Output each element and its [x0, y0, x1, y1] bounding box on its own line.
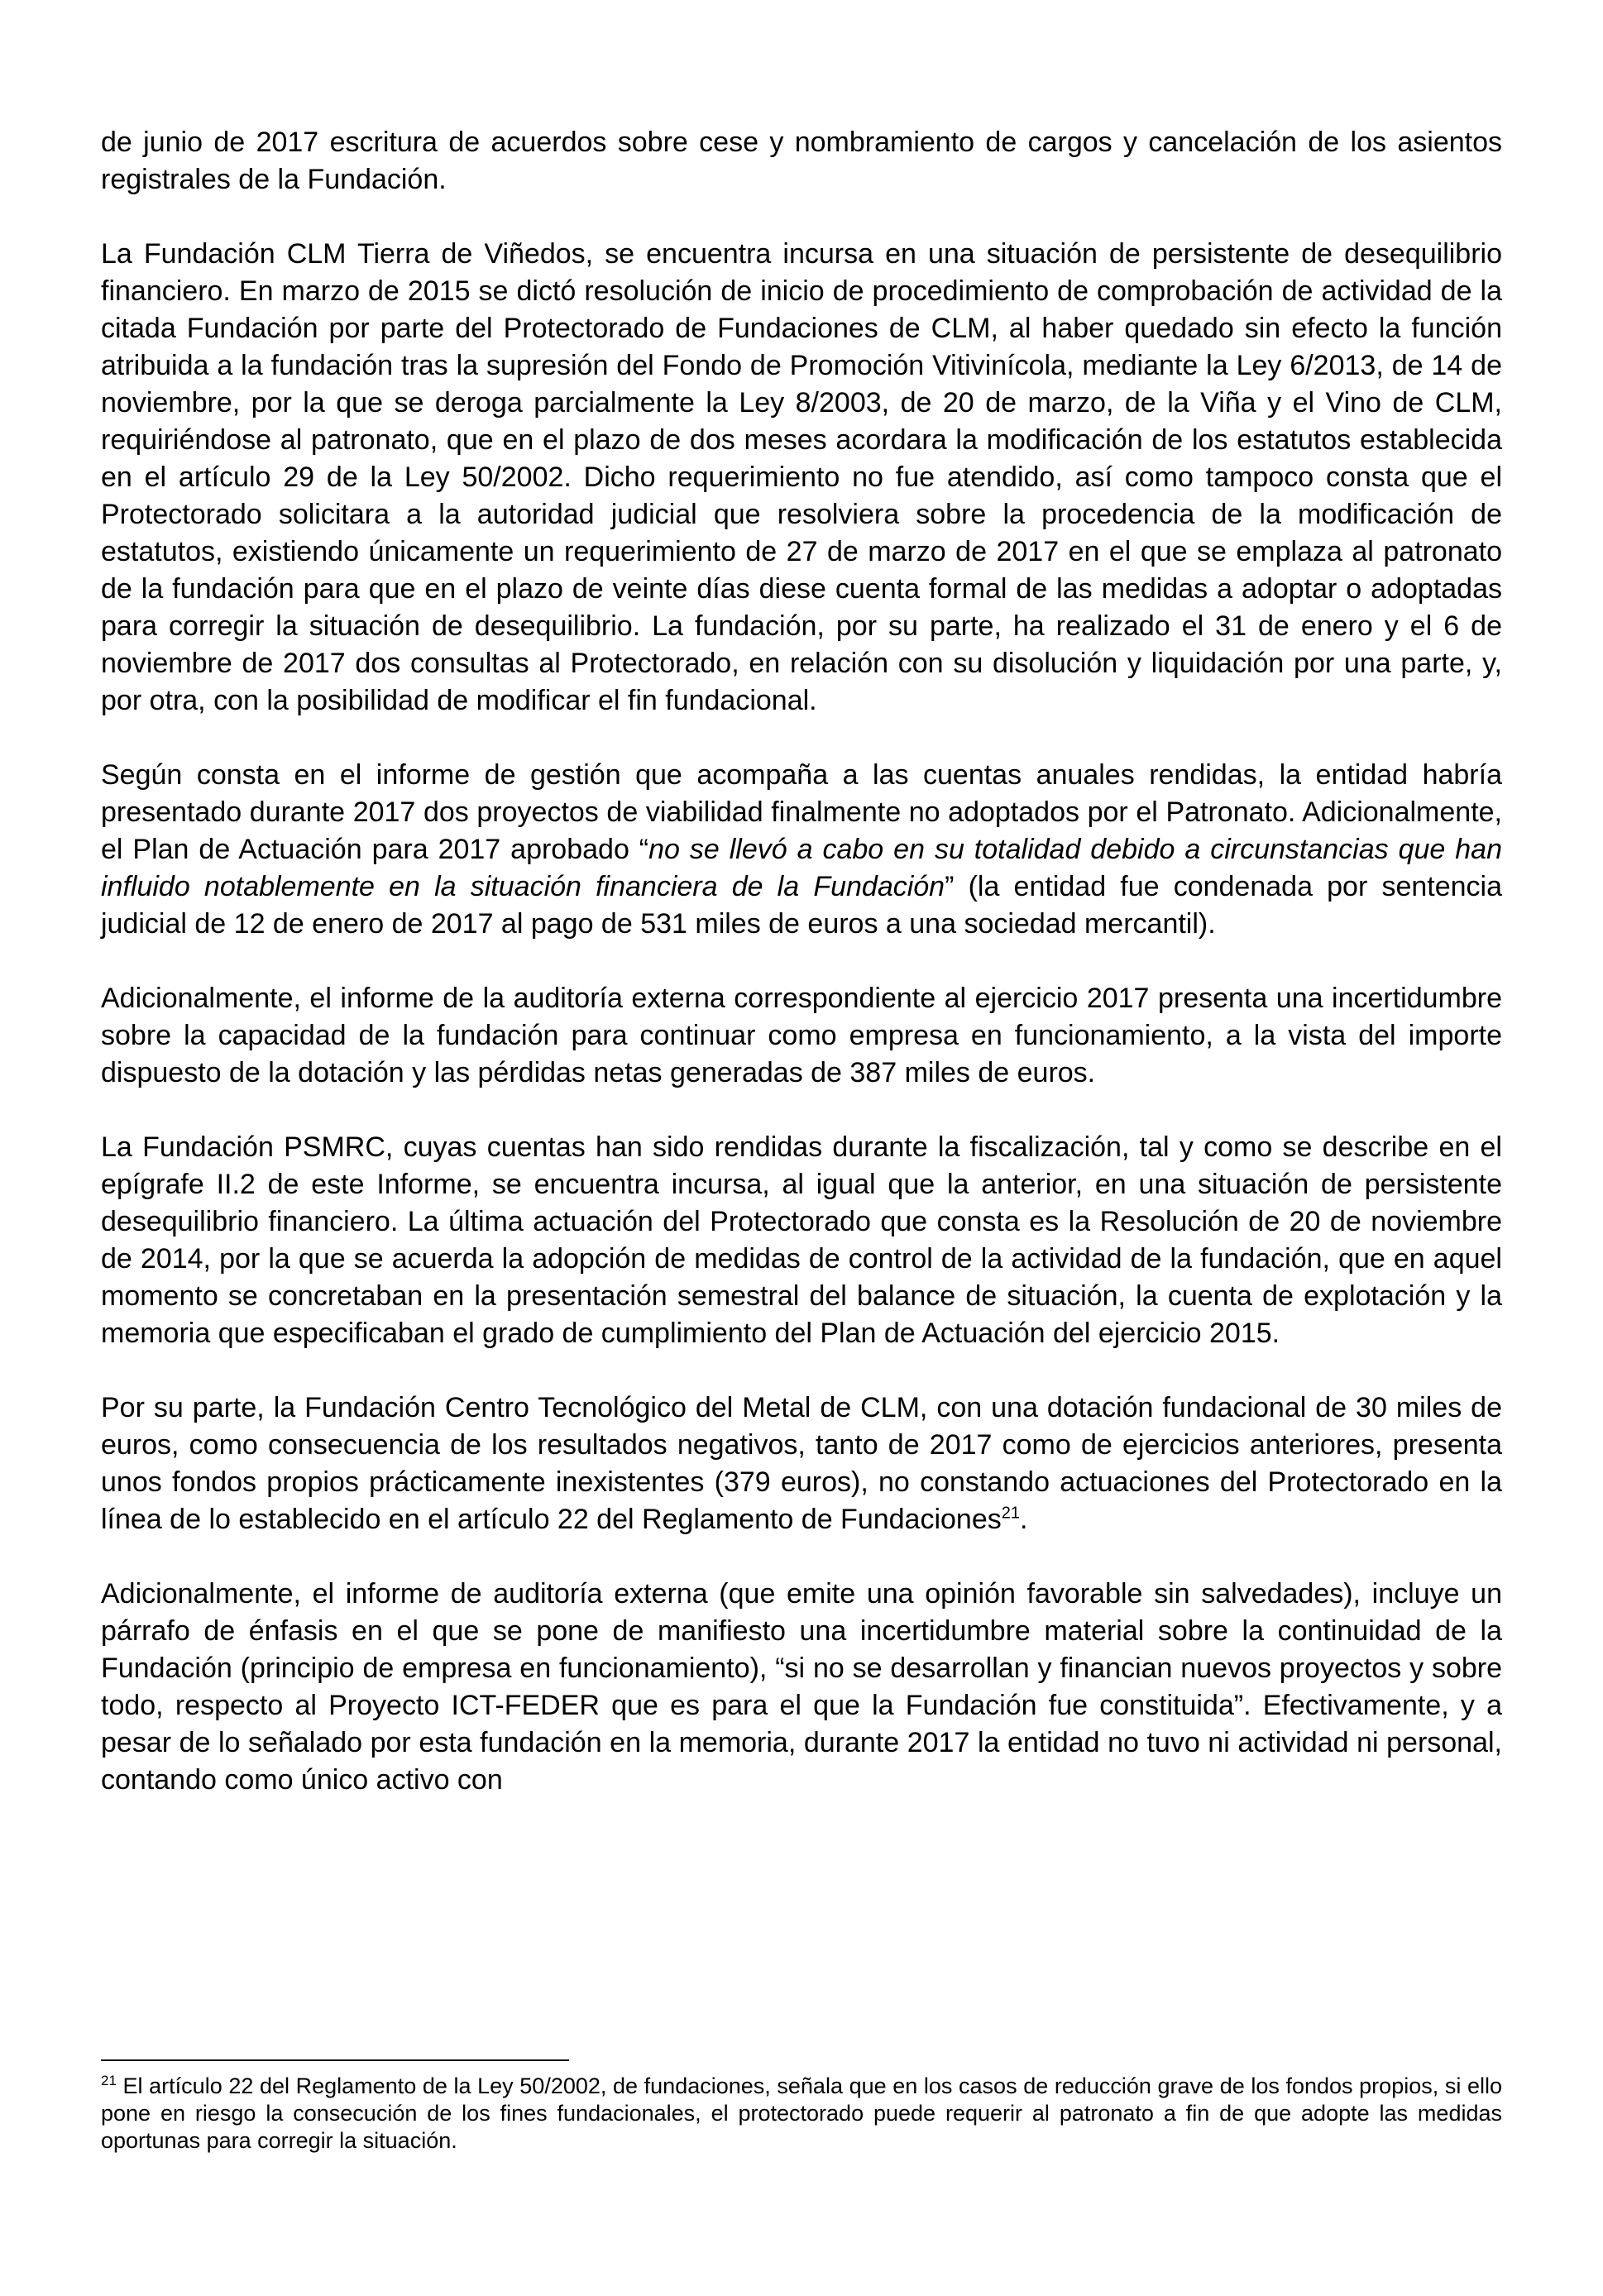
footnote-separator [101, 2059, 569, 2061]
paragraph-6-text: Por su parte, la Fundación Centro Tecnológico del Metal de CLM, con una dotación fundacional de 30 miles de euros, como consecuencia de los resultados negativos, tanto de 2017 como de ejercicios anteriores, presenta unos fondos propios prácticamente inexistentes (379 euros), no constando actuaciones del Protectorado en la línea de lo establecido en el artículo 22 del Reglamento de Fundaciones [101, 1392, 1502, 1535]
paragraph-5: La Fundación PSMRC, cuyas cuentas han sido rendidas durante la fiscalización, tal y como se describe en el epígrafe II.2 de este Informe, se encuentra incursa, al igual que la anterior, en una situación de persistente desequilibrio financiero. La última actuación del Protectorado que consta es la Resolución de 20 de noviembre de 2014, por la que se acuerda la adopción de medidas de control de la actividad de la fundación, que en aquel momento se concretaban en la presentación semestral del balance de situación, la cuenta de explotación y la memoria que especificaban el grado de cumplimiento del Plan de Actuación del ejercicio 2015. [101, 1131, 1502, 1349]
footnote-reference[interactable]: 21 [1001, 1504, 1020, 1523]
paragraph-3-quote: no se llevó a cabo en su totalidad debido a circunstancias que han influido notablemente en la situación financiera de la Fundación [101, 834, 1502, 902]
paragraph-6-text-after: . [1019, 1504, 1028, 1535]
footnote [101, 2073, 1502, 2155]
paragraph-3-text-after: ” (la entidad fue condenada por sentencia judicial de 12 de enero de 2017 al pago de 531 miles de euros a una sociedad mercantil). [101, 871, 1503, 940]
paragraph-7: Adicionalmente, el informe de auditoría externa (que emite una opinión favorable sin salvedades), incluye un párrafo de énfasis en el que se pone de manifiesto una incertidumbre material sobre la continuidad de la Fundación (principio de empresa en funcionamiento), “si no se desarrollan y financian nuevos proyectos y sobre todo, respecto al Proyecto ICT-FEDER que es para el que la Fundación fue constituida”. Efectivamente, y a pesar de lo señalado por esta fundación en la memoria, durante 2017 la entidad no tuvo ni actividad ni personal, contando como único activo con [101, 1578, 1502, 1796]
paragraph-3-text-before: Según consta en el informe de gestión que acompaña a las cuentas anuales rendidas, la entidad habría presentado durante 2017 dos proyectos de viabilidad finalmente no adoptados por el Patronato. Adicionalmente, el Plan de Actuación para 2017 aprobado “ [101, 759, 1502, 865]
paragraph-2: La Fundación CLM Tierra de Viñedos, se encuentra incursa en una situación de persistente de desequilibrio financiero. En marzo de 2015 se dictó resolución de inicio de procedimiento de comprobación de actividad de la citada Fundación por parte del Protectorado de Fundaciones de CLM, al haber quedado sin efecto la función atribuida a la fundación tras la supresión del Fondo de Promoción Vitivinícola, mediante la Ley 6/2013, de 14 de noviembre, por la que se deroga parcialmente la Ley 8/2003, de 20 de marzo, de la Viña y el Vino de CLM, requiriéndose al patronato, que en el plazo de dos meses acordara la modificación de los estatutos establecida en el artículo 29 de la Ley 50/2002. Dicho requerimiento no fue atendido, así como tampoco consta que el Protectorado solicitara a la autoridad judicial que resolviera sobre la procedencia de la modificación de estatutos, existiendo únicamente un requerimiento de 27 de marzo de 2017 en el que se emplaza al patronato de la fundación para que en el plazo de veinte días diese cuenta formal de las medidas a adoptar o adoptadas para corregir la situación de desequilibrio. La fundación, por su parte, ha realizado el 31 de enero y el 6 de noviembre de 2017 dos consultas al Protectorado, en relación con su disolución y liquidación por una parte, y, por otra, con la posibilidad de modificar el fin fundacional. [101, 238, 1502, 716]
paragraph-1: de junio de 2017 escritura de acuerdos sobre cese y nombramiento de cargos y cancelación de los asientos registrales de la Fundación. [101, 127, 1502, 195]
paragraph-6 [101, 1390, 1502, 1538]
footnote-number: 21 [101, 2073, 117, 2088]
footnote-text: El artículo 22 del Reglamento de la Ley 50/2002, de fundaciones, señala que en los casos de reducción grave de los fondos propios, si ello pone en riesgo la consecución de los fines fundacionales, el protectorado puede requerir al patronato a fin de que adopte las medidas oportunas para corregir la situación. [101, 2074, 1502, 2153]
paragraph-4: Adicionalmente, el informe de la auditoría externa correspondiente al ejercicio 2017 presenta una incertidumbre sobre la capacidad de la fundación para continuar como empresa en funcionamiento, a la vista del importe dispuesto de la dotación y las pérdidas netas generadas de 387 miles de euros. [101, 983, 1502, 1088]
body-text [101, 124, 1502, 1799]
paragraph-3 [101, 757, 1502, 943]
